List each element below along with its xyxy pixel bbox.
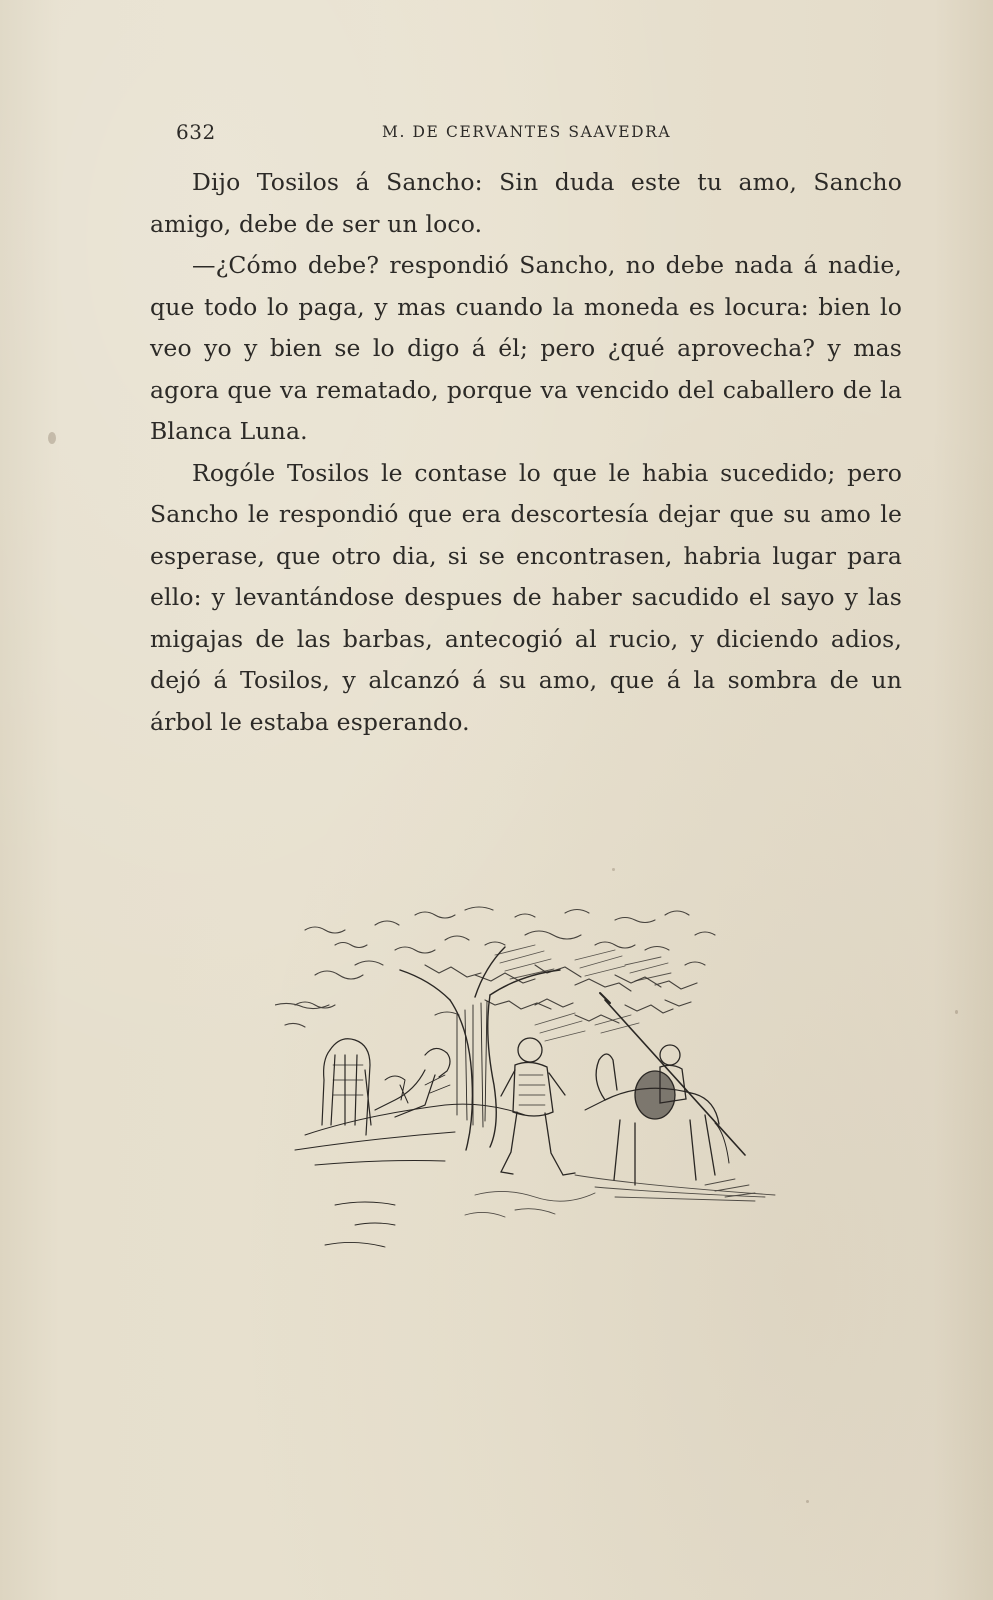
paper-speck	[955, 1010, 958, 1014]
paragraph-1: Dijo Tosilos á Sancho: Sin duda este tu amo, Sancho amigo, debe de ser un loco.	[150, 168, 902, 238]
body-text	[150, 162, 902, 743]
paper-speck	[806, 1500, 809, 1503]
paragraph-2: —¿Cómo debe? respondió Sancho, no debe nada á nadie, que todo lo paga, y mas cuando la moneda es locura: bien lo veo yo y bien se lo digo á él; pero ¿qué aprovecha? y mas agora que va rematado, porque va vencido del caballero de la Blanca Luna.	[150, 251, 902, 445]
paper-speck	[612, 868, 615, 871]
running-head: M. DE CERVANTES SAAVEDRA	[382, 123, 672, 141]
page-number: 632	[176, 120, 216, 144]
engraving-sancho-and-knight-under-tree-icon	[275, 905, 795, 1270]
paper-speck	[48, 432, 56, 444]
page-header	[176, 120, 906, 148]
paragraph-3: Rogóle Tosilos le contase lo que le habia sucedido; pero Sancho le respondió que era descortesía dejar que su amo le esperase, que otro dia, si se encontrasen, habria lugar para ello: y levantándose despues de haber sacudido el sayo y las migajas de las barbas, antecogió al rucio, y diciendo adios, dejó á Tosilos, y alcanzó á su amo, que á la sombra de un árbol le estaba esperando.	[150, 458, 902, 736]
